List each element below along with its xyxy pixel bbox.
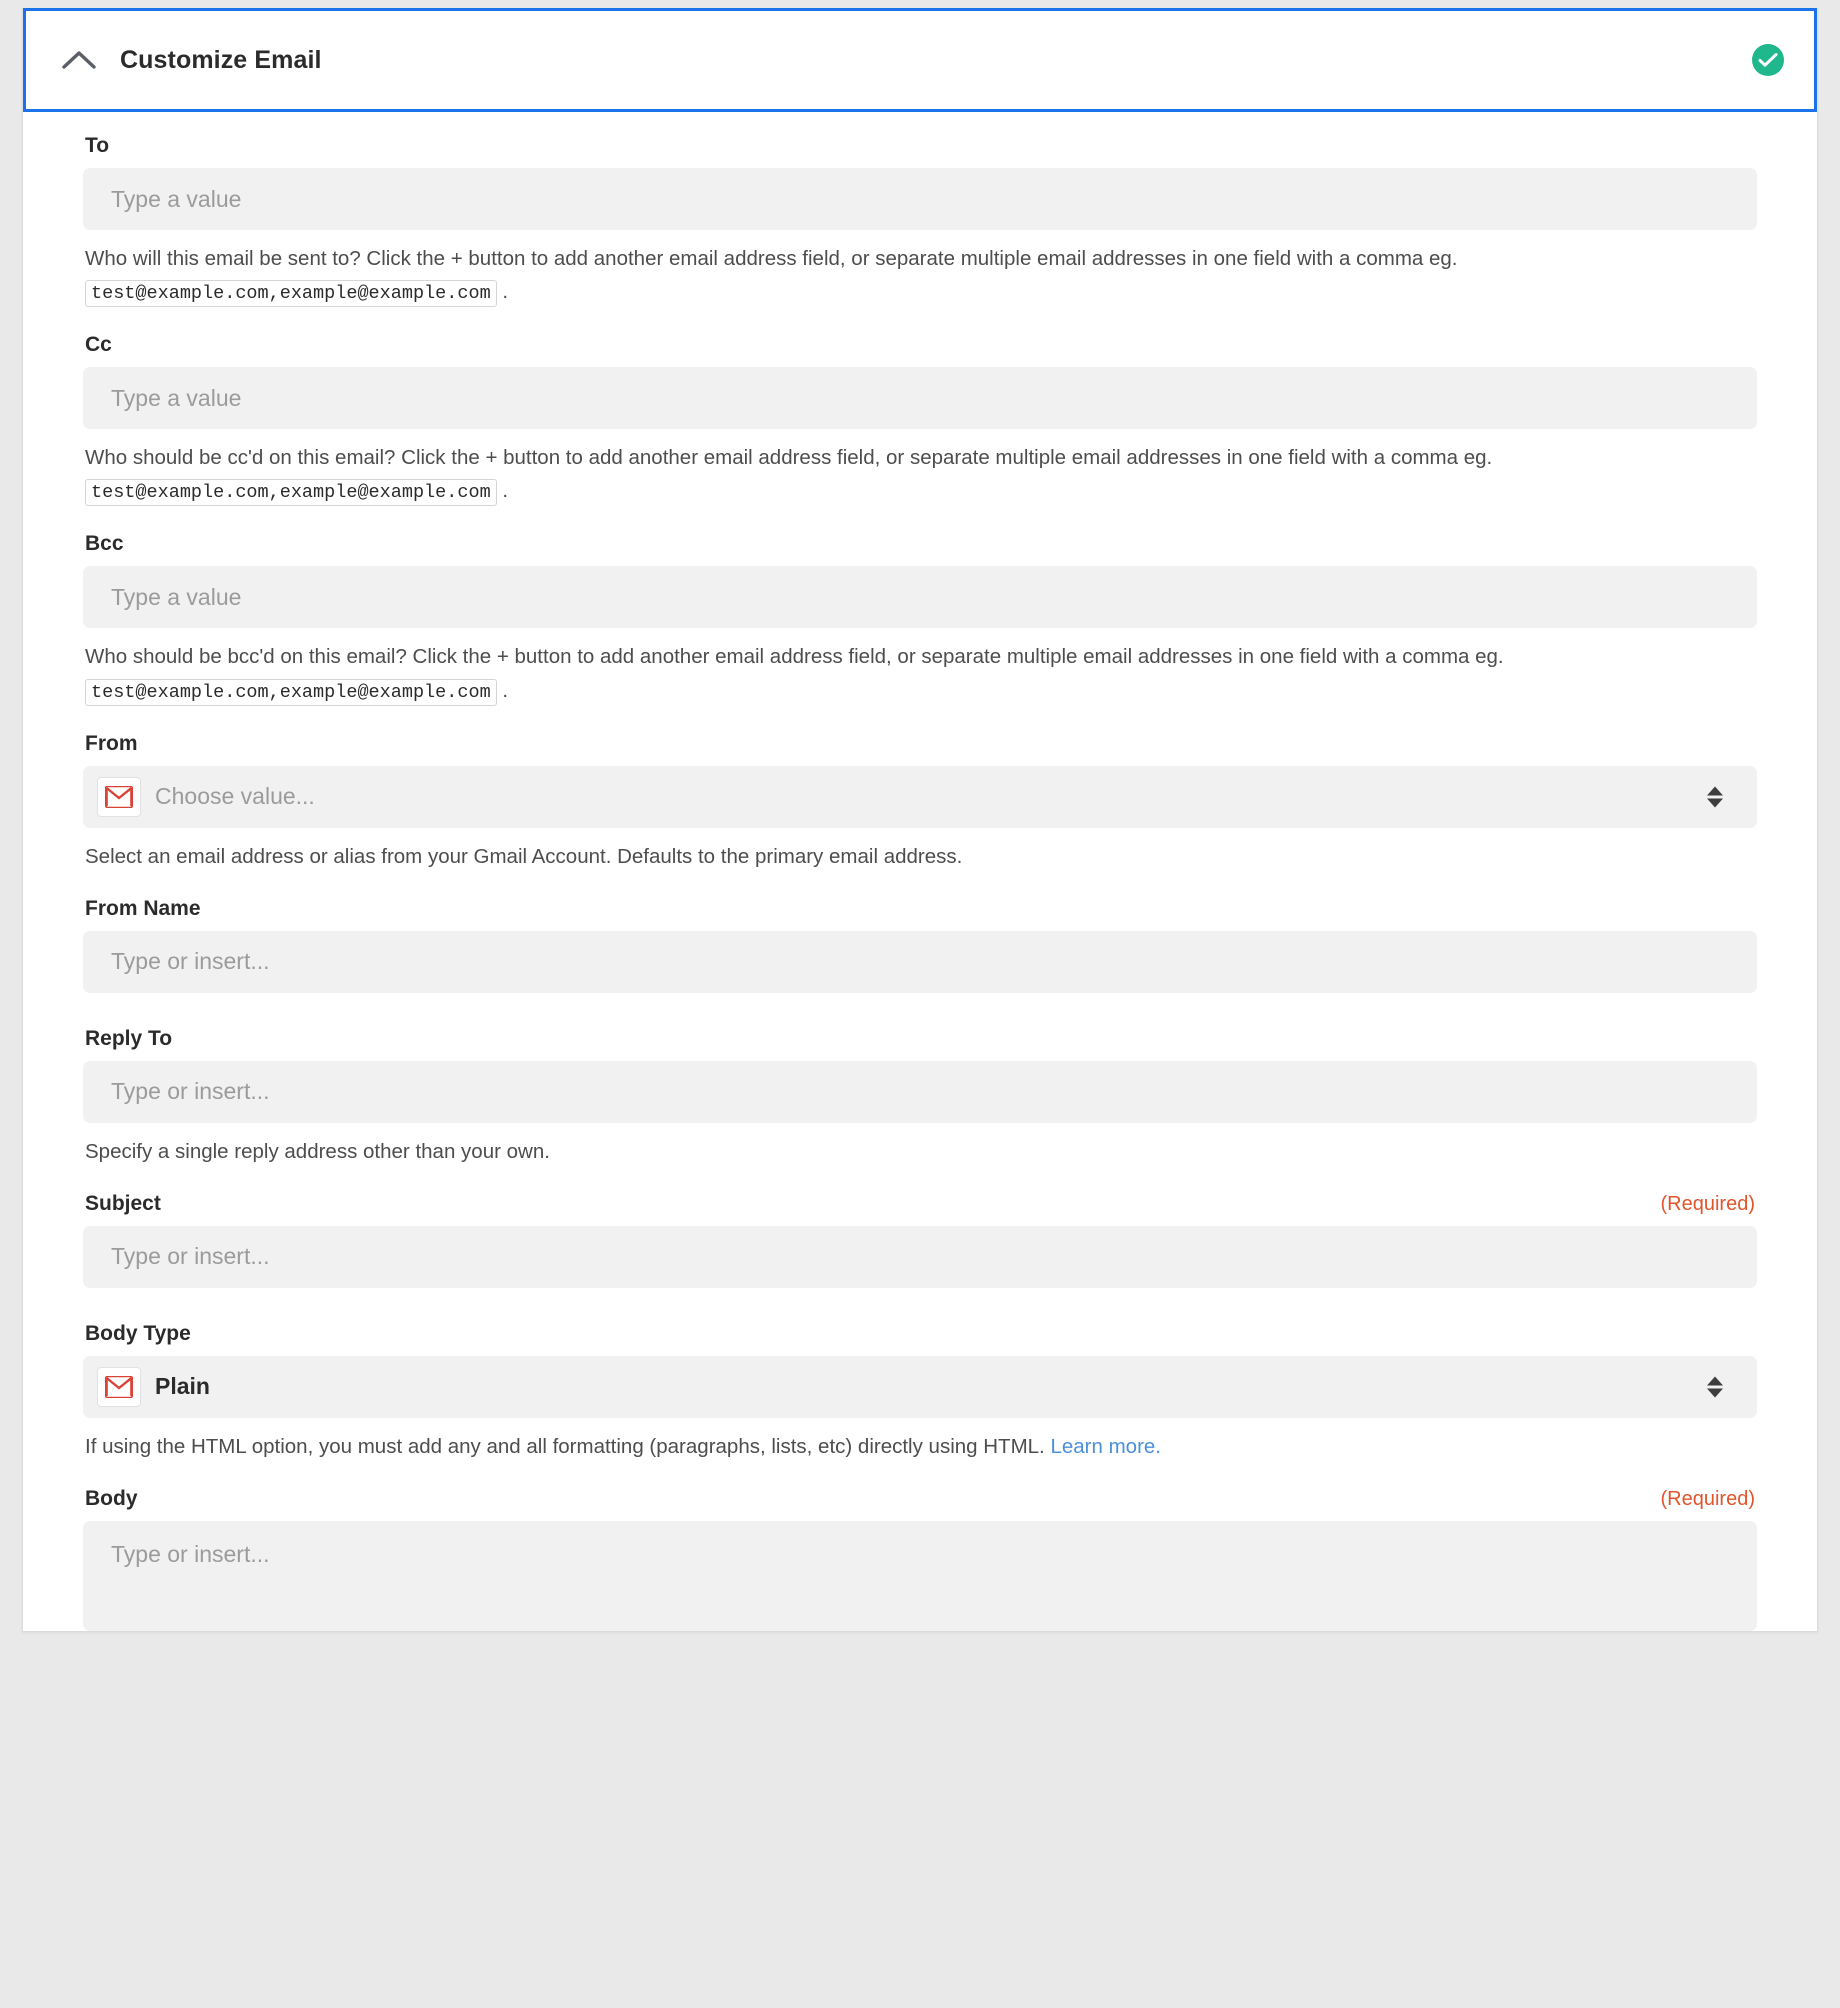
body-type-select-value: Plain	[155, 1373, 210, 1400]
help-body-type-pre: If using the HTML option, you must add any and all formatting (paragraphs, lists, etc) directly using HTML.	[85, 1434, 1045, 1458]
help-text-cc	[83, 429, 1757, 508]
subject-input-placeholder: Type or insert...	[111, 1243, 270, 1270]
field-label-subject: Subject	[85, 1191, 161, 1215]
label-row-to	[83, 134, 1757, 168]
learn-more-link[interactable]: Learn more.	[1050, 1434, 1161, 1458]
gmail-icon	[97, 1367, 141, 1407]
field-label-from: From	[85, 731, 138, 755]
label-row-body	[83, 1487, 1757, 1521]
field-from	[83, 732, 1757, 873]
chevron-updown-icon[interactable]	[1707, 786, 1723, 807]
help-text-from: Select an email address or alias from your Gmail Account. Defaults to the primary email address.	[85, 844, 963, 868]
card-header[interactable]	[23, 8, 1817, 112]
body-type-select[interactable]	[83, 1356, 1757, 1418]
field-label-bcc: Bcc	[85, 532, 124, 556]
cc-input[interactable]	[83, 367, 1757, 429]
field-label-reply-to: Reply To	[85, 1026, 173, 1050]
help-text-reply-to: Specify a single reply address other than your own.	[85, 1139, 550, 1163]
from-name-input-placeholder: Type or insert...	[111, 948, 270, 975]
body-textarea-placeholder: Type or insert...	[111, 1541, 270, 1568]
field-subject	[83, 1192, 1757, 1322]
field-body-type	[83, 1322, 1757, 1463]
help-cc-pre: Who should be cc'd on this email? Click the + button to add another email address field, or separate multiple email addresses in one field with a comma eg.	[85, 446, 1493, 470]
field-label-body-type: Body Type	[85, 1321, 191, 1345]
label-row-cc	[83, 333, 1757, 367]
help-text-bcc	[83, 628, 1757, 707]
subject-input[interactable]	[83, 1226, 1757, 1288]
field-label-cc: Cc	[85, 333, 112, 357]
label-row-from	[83, 732, 1757, 766]
label-row-from-name	[83, 897, 1757, 931]
help-to-code: test@example.com,example@example.com	[85, 280, 497, 307]
label-row-body-type	[83, 1322, 1757, 1356]
help-bcc-pre: Who should be bcc'd on this email? Click the + button to add another email address field, or separate multiple email addresses in one field with a comma eg.	[85, 645, 1504, 669]
field-reply-to	[83, 1027, 1757, 1168]
from-select-value: Choose value...	[155, 783, 315, 810]
spacer-subject	[83, 1288, 1757, 1322]
field-from-name	[83, 897, 1757, 1027]
from-select[interactable]	[83, 766, 1757, 828]
help-text-to	[83, 230, 1757, 309]
field-label-to: To	[85, 134, 110, 157]
reply-to-input-placeholder: Type or insert...	[111, 1078, 270, 1105]
page-title: Customize Email	[120, 45, 322, 74]
check-circle-icon	[1752, 44, 1784, 76]
gmail-icon	[97, 777, 141, 817]
help-bcc-code: test@example.com,example@example.com	[85, 679, 497, 706]
bcc-input[interactable]	[83, 566, 1757, 628]
field-to	[83, 134, 1757, 309]
field-label-body: Body	[85, 1487, 138, 1511]
field-cc	[83, 333, 1757, 508]
help-to-pre: Who will this email be sent to? Click the + button to add another email address field, or separate multiple email addresses in one field with a comma eg.	[85, 247, 1458, 270]
body-textarea[interactable]	[83, 1521, 1757, 1631]
field-bcc	[83, 532, 1757, 707]
help-bcc-post: .	[502, 678, 509, 702]
help-text-body-type	[83, 1418, 1757, 1463]
subject-required-badge: (Required)	[1660, 1192, 1755, 1215]
reply-to-input[interactable]	[83, 1061, 1757, 1123]
help-cc-code: test@example.com,example@example.com	[85, 479, 497, 506]
from-name-input[interactable]	[83, 931, 1757, 993]
chevron-up-icon[interactable]	[56, 37, 102, 83]
field-label-from-name: From Name	[85, 896, 201, 920]
help-cc-post: .	[502, 479, 509, 503]
customize-email-card	[22, 8, 1818, 1632]
field-body	[83, 1487, 1757, 1631]
form-body	[23, 112, 1817, 1631]
spacer-from-name	[83, 993, 1757, 1027]
label-row-bcc	[83, 532, 1757, 566]
label-row-reply-to	[83, 1027, 1757, 1061]
label-row-subject	[83, 1192, 1757, 1226]
to-input[interactable]	[83, 168, 1757, 230]
chevron-updown-icon[interactable]	[1707, 1376, 1723, 1397]
body-required-badge: (Required)	[1660, 1488, 1755, 1511]
help-to-post: .	[502, 280, 509, 304]
to-input-placeholder: Type a value	[111, 185, 242, 212]
bcc-input-placeholder: Type a value	[111, 583, 242, 610]
cc-input-placeholder: Type a value	[111, 384, 242, 411]
